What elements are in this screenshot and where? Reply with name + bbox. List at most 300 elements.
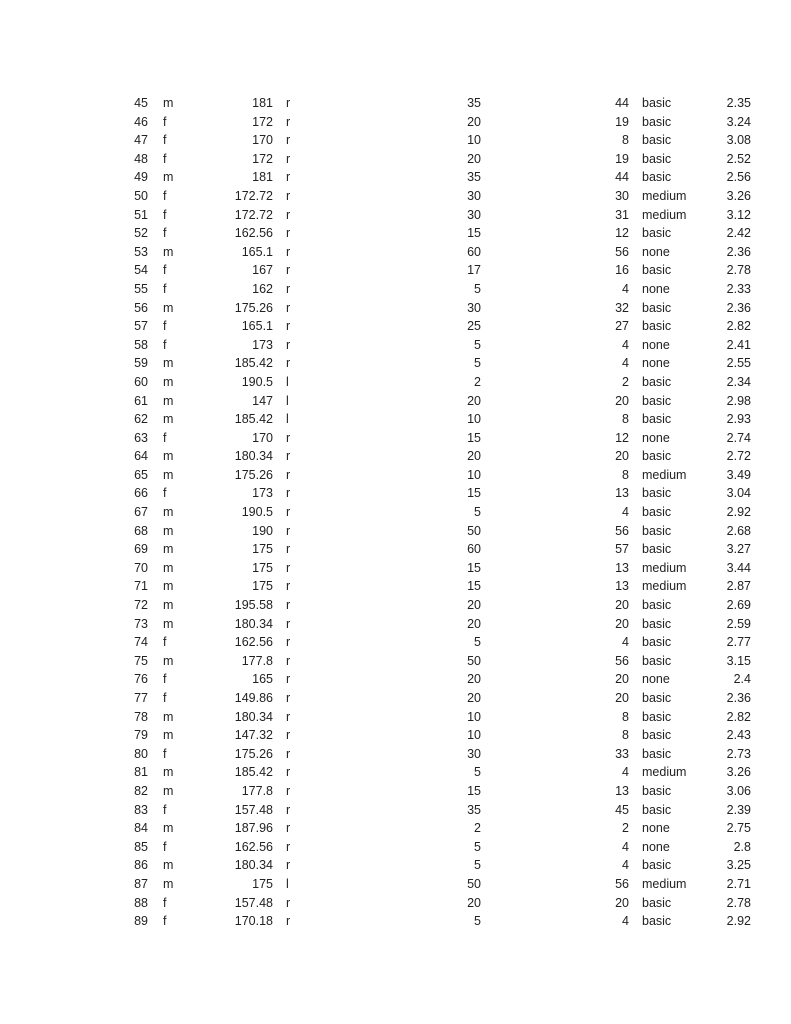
handedness-cell: r [286, 449, 291, 464]
score-cell: 2.71 [726, 876, 751, 891]
sex-cell: f [163, 337, 167, 352]
value-a-cell: 30 [467, 188, 481, 203]
handedness-cell: r [286, 783, 291, 798]
table-row [0, 670, 791, 689]
sex-cell: m [163, 653, 174, 668]
level-cell: basic [642, 616, 672, 631]
score-cell: 2.56 [726, 170, 751, 185]
value-a-cell: 30 [467, 746, 481, 761]
level-cell: basic [642, 523, 672, 538]
height-cell: 157.48 [234, 802, 273, 817]
sex-cell: f [163, 319, 167, 334]
sex-cell: f [163, 672, 167, 687]
value-b-cell: 2 [622, 821, 629, 836]
table-row [0, 838, 791, 857]
row-number-cell: 52 [134, 226, 148, 241]
value-b-cell: 8 [622, 467, 629, 482]
sex-cell: f [163, 895, 167, 910]
score-cell: 2.36 [726, 691, 751, 705]
table-row [0, 354, 791, 373]
sex-cell: f [163, 207, 167, 222]
score-cell: 2.78 [726, 895, 751, 910]
value-b-cell: 4 [622, 858, 629, 873]
level-cell: medium [642, 876, 687, 891]
score-cell: 3.25 [726, 858, 751, 873]
handedness-cell: r [286, 895, 291, 910]
sex-cell: m [163, 616, 174, 631]
height-cell: 147 [252, 393, 273, 408]
level-cell: basic [642, 783, 672, 798]
sex-cell: f [163, 188, 167, 203]
score-cell: 3.15 [726, 653, 751, 668]
handedness-cell: l [286, 412, 289, 427]
score-cell: 2.36 [726, 300, 751, 315]
value-a-cell: 15 [467, 783, 481, 798]
value-b-cell: 31 [615, 207, 629, 222]
score-cell: 2.42 [726, 226, 751, 241]
table-row [0, 782, 791, 801]
height-cell: 172.72 [234, 188, 273, 203]
height-cell: 172 [252, 151, 273, 166]
score-cell: 2.55 [726, 356, 751, 371]
height-cell: 162.56 [234, 635, 273, 650]
value-b-cell: 56 [615, 653, 629, 668]
handedness-cell: r [286, 430, 291, 445]
value-a-cell: 50 [467, 523, 481, 538]
table-row [0, 187, 791, 206]
value-b-cell: 13 [615, 783, 629, 798]
value-b-cell: 4 [622, 281, 629, 296]
level-cell: basic [642, 746, 672, 761]
level-cell: basic [642, 263, 672, 278]
table-row [0, 540, 791, 559]
score-cell: 3.04 [726, 486, 751, 501]
value-b-cell: 8 [622, 133, 629, 148]
score-cell: 2.33 [726, 281, 751, 296]
sex-cell: f [163, 839, 167, 854]
value-b-cell: 45 [615, 802, 629, 817]
value-a-cell: 30 [467, 300, 481, 315]
score-cell: 2.77 [726, 635, 751, 650]
score-cell: 2.93 [726, 412, 751, 427]
value-a-cell: 25 [467, 319, 481, 334]
row-number-cell: 74 [134, 635, 148, 650]
table-row [0, 299, 791, 318]
row-number-cell: 73 [134, 616, 148, 631]
value-a-cell: 5 [474, 505, 481, 520]
table-row [0, 373, 791, 392]
handedness-cell: l [286, 876, 289, 891]
row-number-cell: 46 [134, 114, 148, 129]
score-cell: 2.8 [733, 839, 751, 854]
value-b-cell: 12 [615, 430, 629, 445]
sex-cell: f [163, 114, 167, 129]
level-cell: basic [642, 635, 672, 650]
value-b-cell: 56 [615, 876, 629, 891]
value-a-cell: 60 [467, 244, 481, 259]
table-row [0, 317, 791, 336]
score-cell: 2.73 [726, 746, 751, 761]
row-number-cell: 55 [134, 281, 148, 296]
row-number-cell: 66 [134, 486, 148, 501]
row-number-cell: 80 [134, 746, 148, 761]
value-b-cell: 8 [622, 412, 629, 427]
score-cell: 3.12 [726, 207, 751, 222]
table-row [0, 912, 791, 931]
height-cell: 170.18 [234, 914, 273, 929]
value-a-cell: 35 [467, 170, 481, 185]
table-row [0, 336, 791, 355]
height-cell: 180.34 [234, 709, 273, 724]
table-row [0, 280, 791, 299]
level-cell: basic [642, 728, 672, 743]
height-cell: 187.96 [234, 821, 273, 836]
level-cell: basic [642, 319, 672, 334]
value-a-cell: 15 [467, 226, 481, 241]
handedness-cell: r [286, 858, 291, 873]
level-cell: medium [642, 560, 687, 575]
handedness-cell: r [286, 802, 291, 817]
level-cell: basic [642, 226, 672, 241]
height-cell: 190.5 [241, 505, 273, 520]
score-cell: 3.06 [726, 783, 751, 798]
level-cell: none [642, 356, 670, 371]
handedness-cell: r [286, 914, 291, 929]
table-row [0, 410, 791, 429]
height-cell: 177.8 [241, 653, 273, 668]
level-cell: basic [642, 393, 672, 408]
row-number-cell: 51 [134, 207, 148, 222]
value-a-cell: 5 [474, 858, 481, 873]
handedness-cell: r [286, 746, 291, 761]
table-row [0, 559, 791, 578]
table-row [0, 652, 791, 671]
value-b-cell: 20 [615, 393, 629, 408]
handedness-cell: r [286, 542, 291, 557]
row-number-cell: 87 [134, 876, 148, 891]
height-cell: 172 [252, 114, 273, 129]
table-row [0, 801, 791, 820]
level-cell: basic [642, 96, 672, 110]
level-cell: basic [642, 709, 672, 724]
value-a-cell: 20 [467, 895, 481, 910]
table-row [0, 503, 791, 522]
value-a-cell: 10 [467, 412, 481, 427]
value-b-cell: 20 [615, 691, 629, 705]
height-cell: 181 [252, 96, 273, 110]
row-number-cell: 53 [134, 244, 148, 259]
score-cell: 2.92 [726, 914, 751, 929]
value-b-cell: 13 [615, 560, 629, 575]
value-a-cell: 10 [467, 133, 481, 148]
height-cell: 149.86 [234, 691, 273, 705]
value-b-cell: 20 [615, 598, 629, 613]
sex-cell: f [163, 635, 167, 650]
value-a-cell: 20 [467, 114, 481, 129]
table-row [0, 131, 791, 150]
height-cell: 165 [252, 672, 273, 687]
value-a-cell: 5 [474, 281, 481, 296]
row-number-cell: 72 [134, 598, 148, 613]
table-row [0, 763, 791, 782]
score-cell: 2.82 [726, 709, 751, 724]
score-cell: 3.44 [726, 560, 751, 575]
level-cell: basic [642, 449, 672, 464]
sex-cell: m [163, 579, 174, 594]
height-cell: 175 [252, 876, 273, 891]
level-cell: none [642, 430, 670, 445]
sex-cell: m [163, 858, 174, 873]
sex-cell: m [163, 449, 174, 464]
value-a-cell: 2 [474, 374, 481, 389]
sex-cell: m [163, 598, 174, 613]
handedness-cell: r [286, 114, 291, 129]
row-number-cell: 71 [134, 579, 148, 594]
score-cell: 2.52 [726, 151, 751, 166]
value-a-cell: 2 [474, 821, 481, 836]
handedness-cell: r [286, 691, 291, 705]
value-a-cell: 60 [467, 542, 481, 557]
row-number-cell: 65 [134, 467, 148, 482]
score-cell: 2.68 [726, 523, 751, 538]
value-a-cell: 10 [467, 728, 481, 743]
table-row [0, 429, 791, 448]
height-cell: 170 [252, 430, 273, 445]
handedness-cell: r [286, 300, 291, 315]
level-cell: basic [642, 653, 672, 668]
value-a-cell: 15 [467, 486, 481, 501]
score-cell: 2.36 [726, 244, 751, 259]
value-a-cell: 35 [467, 802, 481, 817]
value-a-cell: 5 [474, 839, 481, 854]
sex-cell: m [163, 412, 174, 427]
height-cell: 157.48 [234, 895, 273, 910]
height-cell: 180.34 [234, 858, 273, 873]
sex-cell: m [163, 374, 174, 389]
table-row [0, 875, 791, 894]
score-cell: 3.27 [726, 542, 751, 557]
sex-cell: m [163, 542, 174, 557]
value-b-cell: 12 [615, 226, 629, 241]
table-row [0, 726, 791, 745]
table-row [0, 615, 791, 634]
row-number-cell: 76 [134, 672, 148, 687]
height-cell: 190 [252, 523, 273, 538]
sex-cell: m [163, 393, 174, 408]
level-cell: basic [642, 300, 672, 315]
level-cell: medium [642, 467, 687, 482]
value-b-cell: 56 [615, 523, 629, 538]
handedness-cell: r [286, 616, 291, 631]
row-number-cell: 56 [134, 300, 148, 315]
handedness-cell: r [286, 839, 291, 854]
value-b-cell: 4 [622, 505, 629, 520]
score-cell: 3.24 [726, 114, 751, 129]
table-row [0, 206, 791, 225]
sex-cell: m [163, 96, 174, 110]
score-cell: 2.98 [726, 393, 751, 408]
level-cell: basic [642, 114, 672, 129]
score-cell: 2.87 [726, 579, 751, 594]
level-cell: basic [642, 170, 672, 185]
score-cell: 2.82 [726, 319, 751, 334]
sex-cell: m [163, 467, 174, 482]
score-cell: 3.49 [726, 467, 751, 482]
row-number-cell: 78 [134, 709, 148, 724]
row-number-cell: 59 [134, 356, 148, 371]
level-cell: basic [642, 858, 672, 873]
row-number-cell: 88 [134, 895, 148, 910]
sex-cell: m [163, 244, 174, 259]
height-cell: 165.1 [241, 244, 273, 259]
value-b-cell: 20 [615, 616, 629, 631]
sex-cell: f [163, 914, 167, 929]
table-row [0, 745, 791, 764]
sex-cell: m [163, 728, 174, 743]
sex-cell: m [163, 523, 174, 538]
sex-cell: m [163, 783, 174, 798]
value-a-cell: 20 [467, 393, 481, 408]
value-b-cell: 4 [622, 839, 629, 854]
sex-cell: m [163, 356, 174, 371]
value-a-cell: 10 [467, 709, 481, 724]
row-number-cell: 85 [134, 839, 148, 854]
table-row [0, 708, 791, 727]
value-a-cell: 15 [467, 430, 481, 445]
handedness-cell: r [286, 728, 291, 743]
sex-cell: m [163, 560, 174, 575]
level-cell: basic [642, 542, 672, 557]
handedness-cell: r [286, 337, 291, 352]
value-b-cell: 19 [615, 114, 629, 129]
table-row [0, 224, 791, 243]
sex-cell: f [163, 486, 167, 501]
score-cell: 2.75 [726, 821, 751, 836]
value-a-cell: 50 [467, 876, 481, 891]
value-b-cell: 13 [615, 486, 629, 501]
level-cell: basic [642, 895, 672, 910]
level-cell: none [642, 244, 670, 259]
value-b-cell: 4 [622, 356, 629, 371]
value-b-cell: 20 [615, 449, 629, 464]
row-number-cell: 64 [134, 449, 148, 464]
value-b-cell: 44 [615, 96, 629, 110]
level-cell: basic [642, 412, 672, 427]
height-cell: 162 [252, 281, 273, 296]
handedness-cell: l [286, 374, 289, 389]
score-cell: 3.26 [726, 188, 751, 203]
level-cell: basic [642, 151, 672, 166]
value-b-cell: 2 [622, 374, 629, 389]
value-b-cell: 13 [615, 579, 629, 594]
table-row [0, 113, 791, 132]
handedness-cell: r [286, 635, 291, 650]
row-number-cell: 63 [134, 430, 148, 445]
handedness-cell: r [286, 226, 291, 241]
row-number-cell: 49 [134, 170, 148, 185]
level-cell: medium [642, 188, 687, 203]
sex-cell: f [163, 691, 167, 705]
data-table [0, 94, 791, 931]
height-cell: 180.34 [234, 616, 273, 631]
row-number-cell: 62 [134, 412, 148, 427]
handedness-cell: r [286, 579, 291, 594]
value-b-cell: 4 [622, 337, 629, 352]
handedness-cell: r [286, 133, 291, 148]
table-row [0, 94, 791, 113]
height-cell: 185.42 [234, 765, 273, 780]
score-cell: 2.74 [726, 430, 751, 445]
value-b-cell: 8 [622, 709, 629, 724]
value-a-cell: 5 [474, 337, 481, 352]
value-a-cell: 30 [467, 207, 481, 222]
value-a-cell: 5 [474, 356, 481, 371]
handedness-cell: r [286, 244, 291, 259]
height-cell: 190.5 [241, 374, 273, 389]
height-cell: 162.56 [234, 226, 273, 241]
score-cell: 2.59 [726, 616, 751, 631]
table-row [0, 392, 791, 411]
score-cell: 2.35 [726, 96, 751, 110]
row-number-cell: 75 [134, 653, 148, 668]
row-number-cell: 86 [134, 858, 148, 873]
value-b-cell: 20 [615, 672, 629, 687]
sex-cell: f [163, 263, 167, 278]
level-cell: basic [642, 598, 672, 613]
handedness-cell: r [286, 356, 291, 371]
handedness-cell: r [286, 505, 291, 520]
value-b-cell: 57 [615, 542, 629, 557]
value-a-cell: 20 [467, 616, 481, 631]
height-cell: 185.42 [234, 356, 273, 371]
handedness-cell: r [286, 765, 291, 780]
value-b-cell: 20 [615, 895, 629, 910]
sex-cell: f [163, 802, 167, 817]
level-cell: none [642, 281, 670, 296]
height-cell: 181 [252, 170, 273, 185]
value-a-cell: 5 [474, 765, 481, 780]
value-b-cell: 8 [622, 728, 629, 743]
height-cell: 165.1 [241, 319, 273, 334]
height-cell: 175.26 [234, 467, 273, 482]
handedness-cell: l [286, 393, 289, 408]
row-number-cell: 89 [134, 914, 148, 929]
handedness-cell: r [286, 188, 291, 203]
level-cell: none [642, 672, 670, 687]
value-b-cell: 27 [615, 319, 629, 334]
sex-cell: m [163, 821, 174, 836]
row-number-cell: 83 [134, 802, 148, 817]
score-cell: 2.4 [733, 672, 751, 687]
score-cell: 2.41 [726, 337, 751, 352]
score-cell: 2.78 [726, 263, 751, 278]
sex-cell: f [163, 281, 167, 296]
row-number-cell: 61 [134, 393, 148, 408]
table-row [0, 894, 791, 913]
score-cell: 2.43 [726, 728, 751, 743]
handedness-cell: r [286, 523, 291, 538]
value-a-cell: 20 [467, 672, 481, 687]
sex-cell: f [163, 133, 167, 148]
table-row [0, 168, 791, 187]
row-number-cell: 48 [134, 151, 148, 166]
handedness-cell: r [286, 96, 291, 110]
sex-cell: m [163, 505, 174, 520]
value-b-cell: 32 [615, 300, 629, 315]
sex-cell: m [163, 709, 174, 724]
score-cell: 3.26 [726, 765, 751, 780]
level-cell: medium [642, 207, 687, 222]
